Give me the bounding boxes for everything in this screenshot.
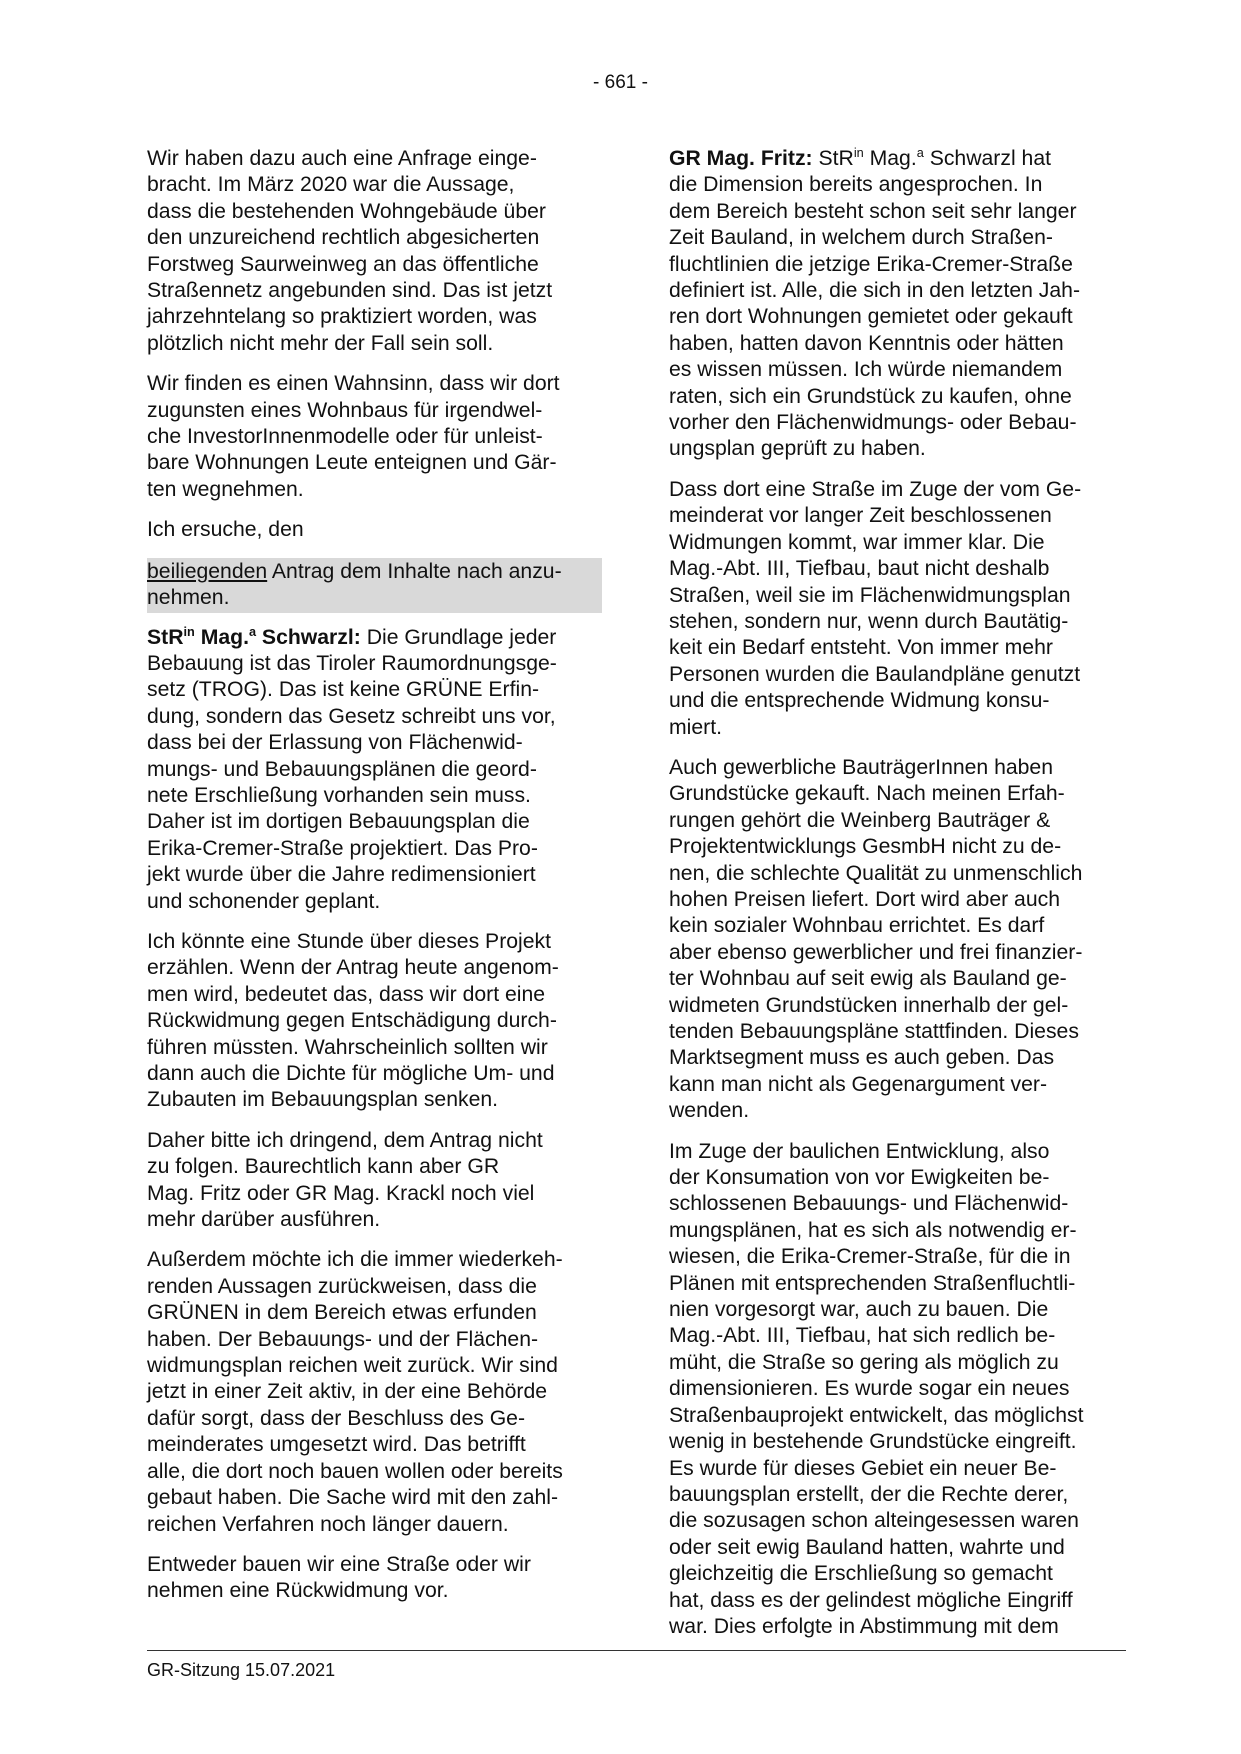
speaker-fritz: GR Mag. Fritz:: [669, 147, 813, 170]
paragraph: Wir haben dazu auch eine Anfrage einge- bracht. Im März 2020 war die Aussage, dass die bestehenden Wohngebäude über den unzureichend rechtlich abgesicherten Forstweg Saurweinweg an das öffentliche Straßennetz angebunden sind. Das ist jetzt jahrzehntelang so praktiziert worden, was plötzlich nicht mehr der Fall sein soll.: [147, 147, 553, 355]
page-number: - 661 -: [593, 72, 648, 93]
speech-text: Die Grundlage jeder Bebauung ist das Tiroler Raumordnungsge- setz (TROG). Das ist keine GRÜNE Erfin- dung, sondern das Gesetz schreibt uns vor, dass bei der Erlassung von Flächenwid- mungs- und Bebauungsplänen die geord- nete Erschließung vorhanden sein muss. Daher ist im dortigen Bebauungsplan die Erika-Cremer-Straße projektiert. Das Pro- jekt wurde über die Jahre redimensioniert und schonender geplant.: [147, 625, 557, 913]
paragraph: Daher bitte ich dringend, dem Antrag nicht zu folgen. Baurechtlich kann aber GR Mag. Fritz oder GR Mag. Krackl noch viel mehr darüber ausführen.: [147, 1128, 543, 1232]
speaker-schwarzl: [147, 623, 361, 649]
paragraph: Im Zuge der baulichen Entwicklung, also der Konsumation von vor Ewigkeiten be- schlossenen Bebauungs- und Flächenwid- mungsplänen, hat es sich als notwendig er- wiesen, die Erika-Cremer-Straße, für die in Plänen mit entsprechenden Straßenfluchtli- nien vorgesorgt war, auch zu bauen. Die Mag.-Abt. III, Tiefbau, hat sich redlich be- müht, die Straße so gering als möglich zu dimensionieren. Es wurde sogar ein neues Straßenbauprojekt entwickelt, das möglichst wenig in bestehende Grundstücke eingreift. Es wurde für dieses Gebiet ein neuer Be- bauungsplan erstellt, der die Rechte derer, die sozusagen schon alteingesessen waren oder seit ewig Bauland hatten, wahrte und gleichzeitig die Erschließung so gemacht hat, dass es der gelindest mögliche Eingriff war. Dies erfolgte in Abstimmung mit dem: [669, 1139, 1084, 1638]
speech-text: StR: [812, 147, 854, 170]
superscript: a: [916, 144, 924, 160]
paragraph: Ich ersuche, den: [147, 518, 304, 542]
paragraph: Auch gewerbliche BauträgerInnen haben Grundstücke gekauft. Nach meinen Erfah- rungen gehört die Weinberg Bauträger & Projektentwicklungs GesmbH nicht zu de- nen, die schlechte Qualität zu unmenschlich hohen Preisen liefert. Dort wird aber auch kein sozialer Wohnbau errichtet. Es darf aber ebenso gewerblicher und frei finanzier- ter Wohnbau auf seit ewig als Bauland ge- widmeten Grundstücken innerhalb der gel- tenden Bebauungspläne stattfinden. Dieses Marktsegment muss es auch geben. Das kann man nicht als Gegenargument ver- wenden.: [669, 755, 1083, 1123]
footer-session-date: GR-Sitzung 15.07.2021: [147, 1660, 336, 1680]
paragraph: Ich könnte eine Stunde über dieses Projekt erzählen. Wenn der Antrag heute angenom- men wird, bedeutet das, dass wir dort eine Rückwidmung gegen Entschädigung durch- führen müssten. Wahrscheinlich sollten wir dann auch die Dichte für mögliche Um- und Zubauten im Bebauungsplan senken.: [147, 929, 559, 1112]
superscript: in: [853, 144, 864, 160]
right-column: [669, 146, 1131, 1654]
speaker-mag-sup: a: [248, 623, 257, 639]
speech-schwarzl-intro: [147, 625, 602, 915]
speech-text: Mag.: [863, 147, 917, 170]
paragraph: Entweder bauen wir eine Straße oder wir nehmen eine Rückwidmung vor.: [147, 1552, 531, 1603]
speaker-title-sup: in: [183, 623, 195, 639]
speech-fritz-intro: [669, 146, 1131, 463]
speaker-mag: Mag.: [194, 625, 249, 649]
paragraph: Außerdem möchte ich die immer wiederkeh- renden Aussagen zurückweisen, dass die GRÜNEN in dem Bereich etwas erfunden haben. Der Bebauungs- und der Flächen- widmungsplan reichen weit zurück. Wir sind jetzt in einer Zeit aktiv, in der eine Behörde dafür sorgt, dass der Beschluss des Ge- meinderates umgesetzt wird. Das betrifft alle, die dort noch bauen wollen oder bereits gebaut haben. Die Sache wird mit den zahl- reichen Verfahren noch länger dauern.: [147, 1248, 563, 1536]
left-column: [147, 146, 602, 1619]
speech-text: Schwarzl hat die Dimension bereits angesprochen. In dem Bereich besteht schon seit sehr langer Zeit Bauland, in welchem durch Straßen- fluchtlinien die jetzige Erika-Cremer-Straße definiert ist. Alle, die sich in den letzten Jah- ren dort Wohnungen gemietet oder gekauft haben, hatten davon Kenntnis oder hätten es wissen müssen. Ich würde niemandem raten, sich ein Grundstück zu kaufen, ohne vorher den Flächenwidmungs- oder Bebau- ungsplan geprüft zu haben.: [669, 147, 1081, 461]
motion-underlined-word: beiliegenden: [147, 559, 268, 583]
footer-divider: [147, 1650, 1126, 1651]
speaker-title-main: StR: [147, 625, 184, 649]
paragraph: Dass dort eine Straße im Zuge der vom Ge- meinderat vor langer Zeit beschlossenen Widmungen kommt, war immer klar. Die Mag.-Abt. III, Tiefbau, baut nicht deshalb Straßen, weil sie im Flächenwidmungsplan stehen, sondern nur, wenn durch Bautätig- keit ein Bedarf entsteht. Von immer mehr Personen wurden die Baulandpläne genutzt und die entsprechende Widmung konsu- miert.: [669, 477, 1082, 739]
speaker-name: Schwarzl:: [256, 625, 361, 649]
motion-highlight: [147, 558, 602, 613]
paragraph: Wir finden es einen Wahnsinn, dass wir dort zugunsten eines Wohnbaus für irgendwel- che InvestorInnenmodelle oder für unleist- bare Wohnungen Leute enteignen und Gär- ten wegnehmen.: [147, 372, 560, 501]
motion-text: Antrag dem Inhalte nach anzu- nehmen.: [147, 559, 562, 610]
